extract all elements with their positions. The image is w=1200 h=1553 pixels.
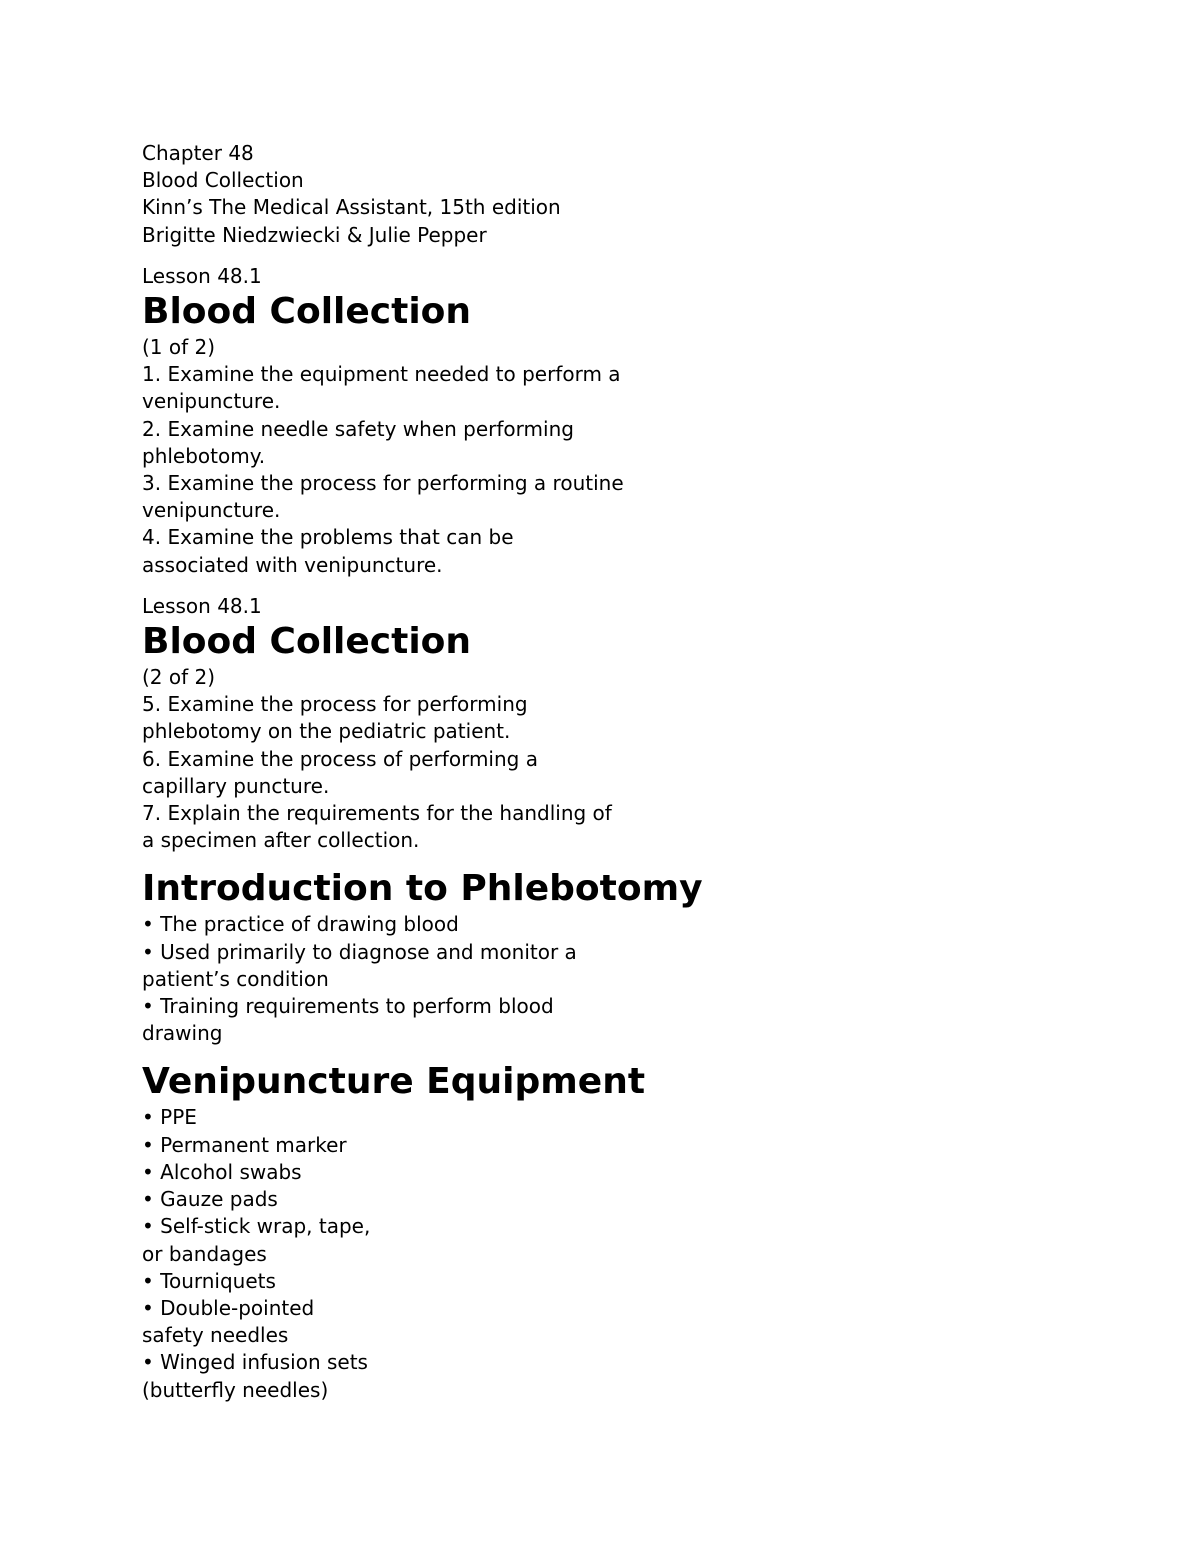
bullet-line: • Self-stick wrap, tape,: [142, 1214, 371, 1239]
bullet-line: • The practice of drawing blood: [142, 912, 459, 937]
book-title: Kinn’s The Medical Assistant, 15th edition: [142, 195, 561, 220]
equipment-section: [142, 1060, 782, 1403]
objective-line: capillary puncture.: [142, 773, 330, 798]
objective-line: venipuncture.: [142, 498, 281, 523]
objective-line: 2. Examine needle safety when performing: [142, 416, 574, 441]
objective-line: phlebotomy on the pediatric patient.: [142, 719, 511, 744]
lesson-section-1: [142, 263, 782, 579]
lesson-section-2: [142, 593, 782, 855]
bullet-line: safety needles: [142, 1323, 289, 1348]
intro-section: [142, 867, 782, 1047]
bullet-line: • Gauze pads: [142, 1187, 278, 1212]
lesson-heading: Blood Collection: [142, 291, 472, 333]
objective-line: 5. Examine the process for performing: [142, 692, 528, 717]
document-page: [142, 140, 782, 1404]
bullet-line: • Double-pointed: [142, 1295, 315, 1320]
equipment-heading: Venipuncture Equipment: [142, 1061, 646, 1103]
bullet-line: • Tourniquets: [142, 1268, 276, 1293]
bullet-line: drawing: [142, 1021, 223, 1046]
bullet-line: patient’s condition: [142, 966, 329, 991]
bullet-line: • Alcohol swabs: [142, 1159, 302, 1184]
lesson-part: (2 of 2): [142, 665, 216, 690]
bullet-line: • PPE: [142, 1105, 197, 1130]
bullet-line: • Permanent marker: [142, 1132, 347, 1157]
bullet-line: • Winged infusion sets: [142, 1350, 368, 1375]
objective-line: venipuncture.: [142, 389, 281, 414]
objective-line: 7. Explain the requirements for the handling of: [142, 801, 612, 826]
objective-line: a specimen after collection.: [142, 828, 420, 853]
bullet-line: • Used primarily to diagnose and monitor a: [142, 939, 577, 964]
objective-line: associated with venipuncture.: [142, 552, 443, 577]
intro-heading: Introduction to Phlebotomy: [142, 868, 703, 910]
bullet-line: • Training requirements to perform blood: [142, 994, 554, 1019]
objective-line: phlebotomy.: [142, 443, 266, 468]
lesson-label: Lesson 48.1: [142, 263, 262, 288]
chapter-number: Chapter 48: [142, 141, 254, 165]
chapter-header: [142, 140, 782, 249]
authors: Brigitte Niedzwiecki & Julie Pepper: [142, 222, 487, 247]
objective-line: 3. Examine the process for performing a routine: [142, 471, 624, 496]
objective-line: 4. Examine the problems that can be: [142, 525, 514, 550]
bullet-line: or bandages: [142, 1241, 267, 1266]
bullet-line: (butterfly needles): [142, 1377, 329, 1402]
lesson-label: Lesson 48.1: [142, 593, 262, 618]
lesson-part: (1 of 2): [142, 335, 216, 360]
chapter-title: Blood Collection: [142, 168, 304, 193]
objective-line: 6. Examine the process of performing a: [142, 746, 538, 771]
lesson-heading: Blood Collection: [142, 621, 472, 663]
objective-line: 1. Examine the equipment needed to perform a: [142, 362, 621, 387]
